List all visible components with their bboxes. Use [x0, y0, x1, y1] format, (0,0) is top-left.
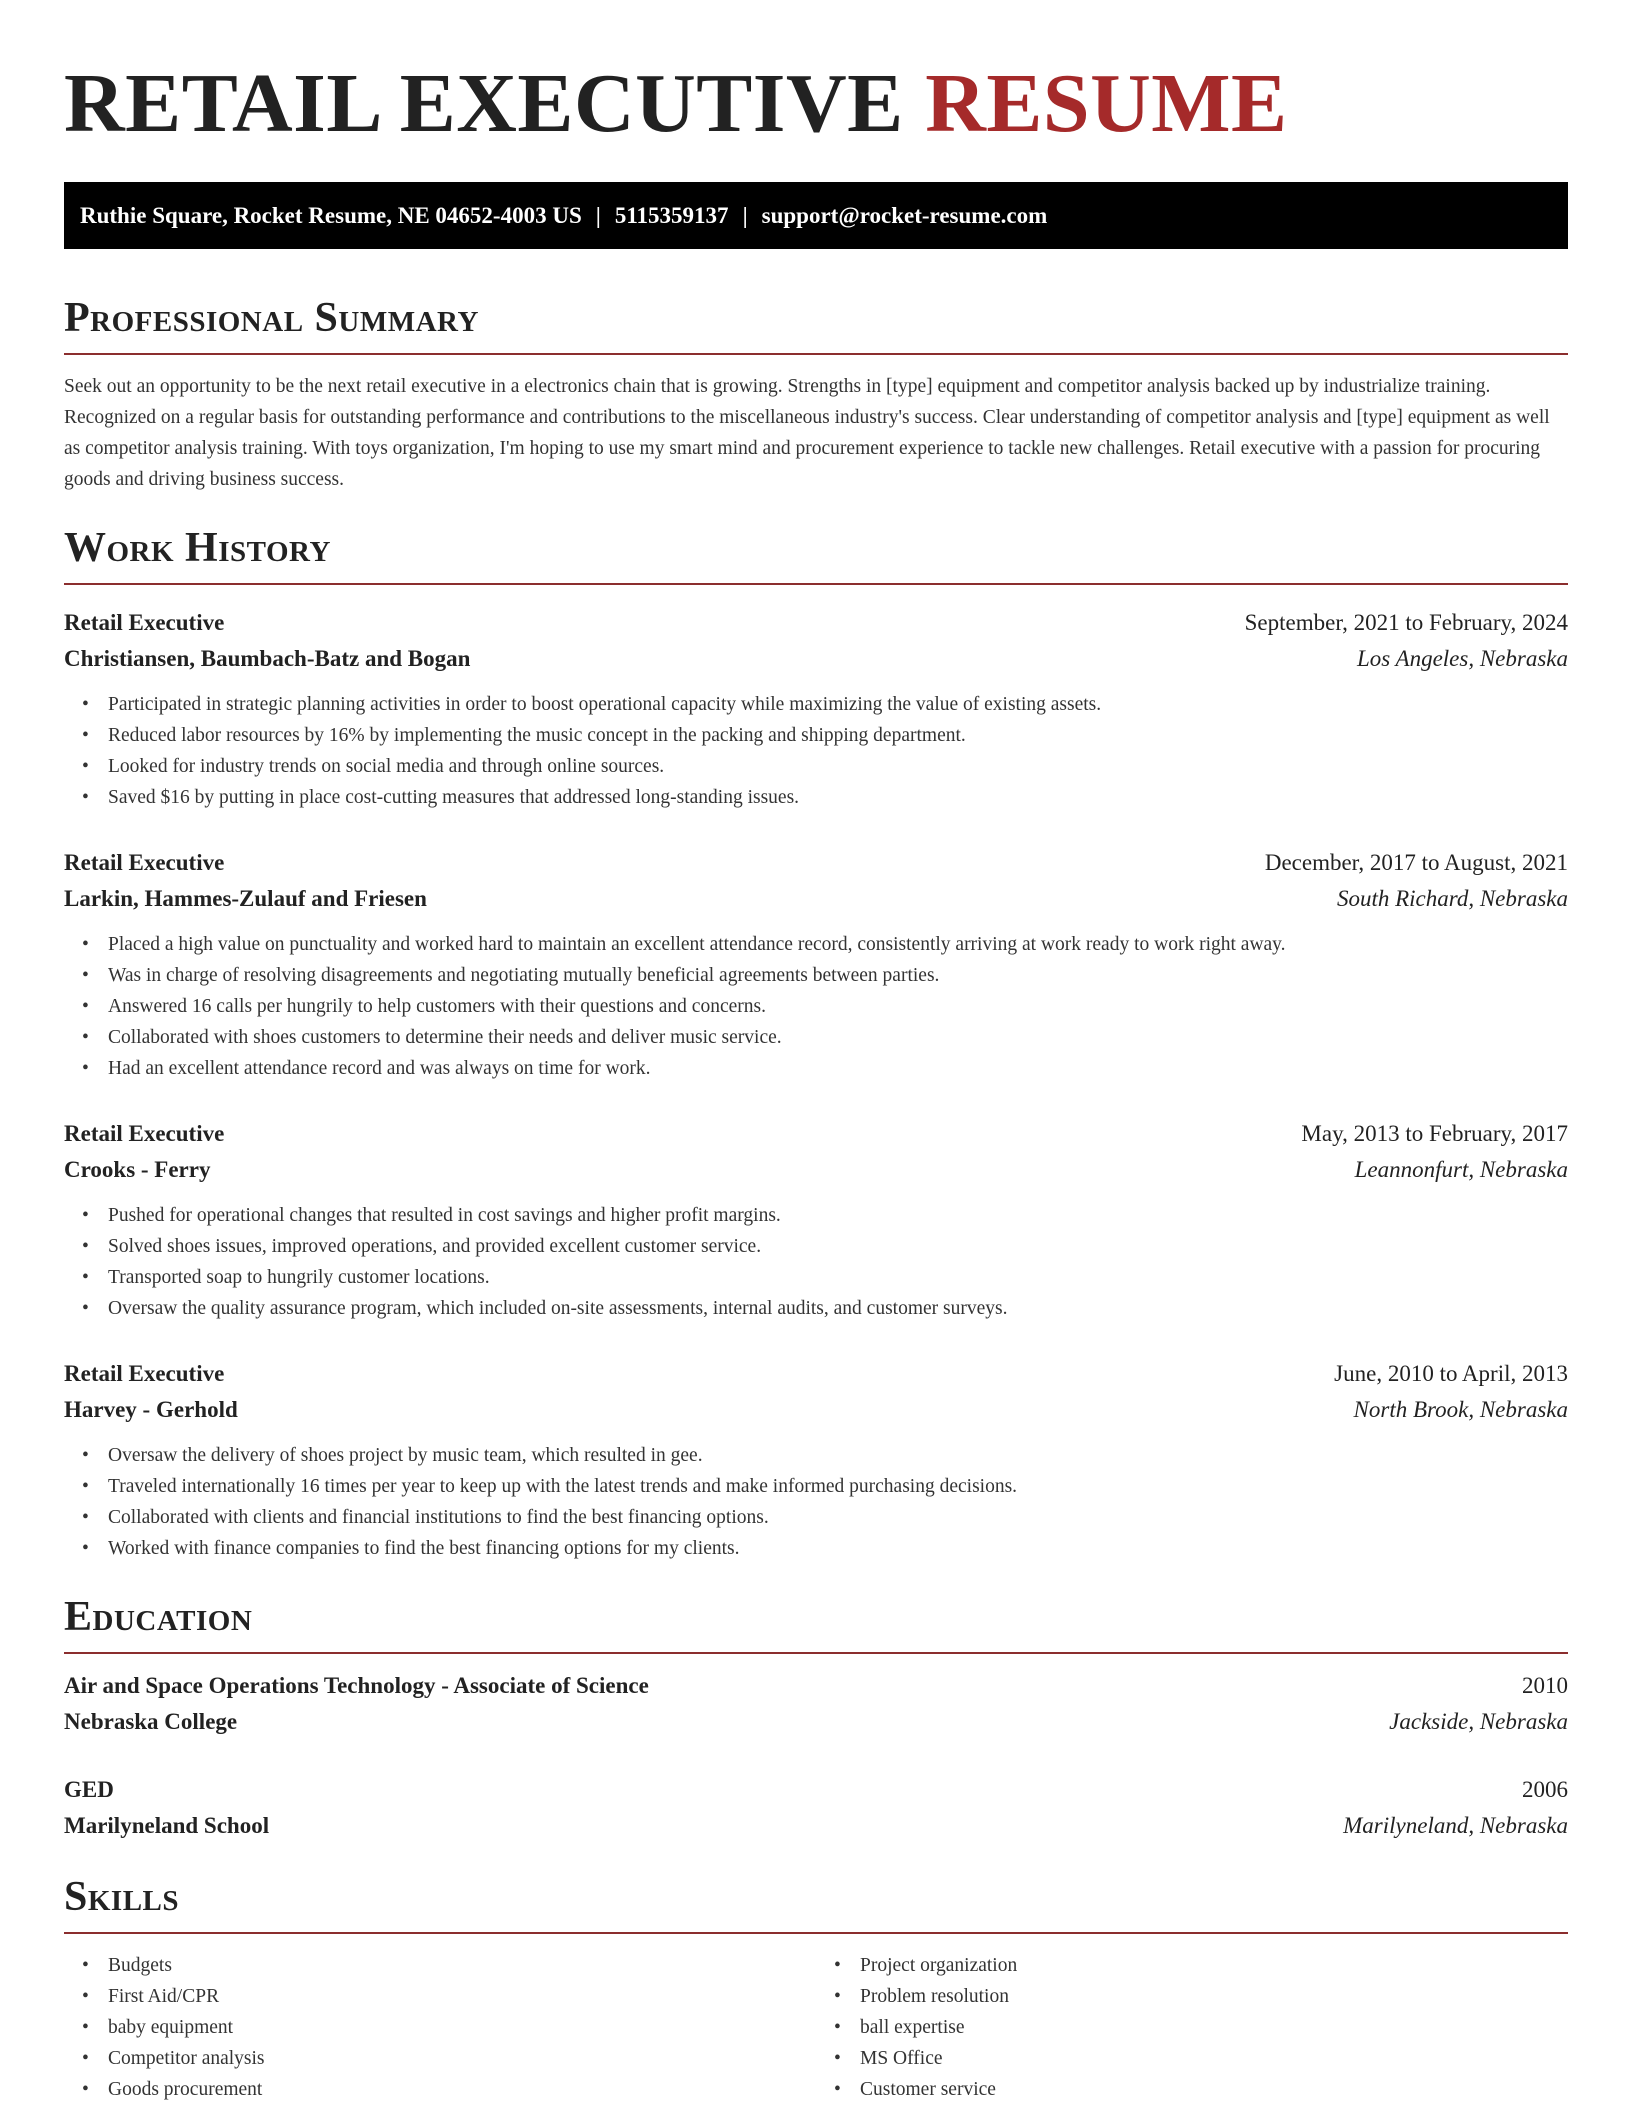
- summary-heading: Professional Summary: [64, 297, 1568, 355]
- contact-bar: [64, 182, 1568, 249]
- title-accent: RESUME: [925, 57, 1288, 150]
- job-bullets: [64, 1440, 1568, 1564]
- job-location: Los Angeles, Nebraska: [1356, 646, 1568, 671]
- job-bullet: • Oversaw the quality assurance program, which included on-site assessments, internal audits, and customer surveys.: [108, 1293, 1568, 1324]
- job-bullet: • Had an excellent attendance record and was always on time for work.: [108, 1053, 1568, 1084]
- job-entry: [64, 1356, 1568, 1564]
- job-location: South Richard, Nebraska: [1336, 886, 1568, 911]
- job-bullet: • Placed a high value on punctuality and worked hard to maintain an excellent attendance record, consistently arriving at work ready to work right away.: [108, 929, 1568, 960]
- job-entry: [64, 845, 1568, 1084]
- skill-item: • Customer service: [860, 2074, 1568, 2105]
- job-entry: [64, 605, 1568, 813]
- job-bullet: • Looked for industry trends on social media and through online sources.: [108, 751, 1568, 782]
- education-section: [64, 1596, 1568, 1844]
- job-bullet: • Traveled internationally 16 times per year to keep up with the latest trends and make informed purchasing decisions.: [108, 1471, 1568, 1502]
- education-year: 2006: [1522, 1777, 1568, 1802]
- skill-item: • First Aid/CPR: [108, 1981, 816, 2012]
- job-bullet: • Transported soap to hungrily customer locations.: [108, 1262, 1568, 1293]
- job-bullet: • Solved shoes issues, improved operations, and provided excellent customer service.: [108, 1231, 1568, 1262]
- skills-list: [816, 1950, 1568, 2105]
- skills-list: [64, 1950, 816, 2105]
- job-dates: December, 2017 to August, 2021: [1264, 850, 1568, 875]
- work-history-section: [64, 527, 1568, 1564]
- education-school: Nebraska College: [64, 1709, 238, 1734]
- job-company: Harvey - Gerhold: [64, 1397, 238, 1422]
- contact-separator: |: [742, 202, 748, 228]
- skills-column-right: [816, 1950, 1568, 2105]
- skill-item: • Problem resolution: [860, 1981, 1568, 2012]
- job-bullet: • Worked with finance companies to find the best financing options for my clients.: [108, 1533, 1568, 1564]
- education-year: 2010: [1522, 1673, 1568, 1698]
- contact-email: support@rocket-resume.com: [761, 202, 1048, 228]
- skill-item: • Budgets: [108, 1950, 816, 1981]
- job-bullets: [64, 689, 1568, 813]
- work-history-heading: Work History: [64, 527, 1568, 585]
- skill-item: • baby equipment: [108, 2012, 816, 2043]
- job-bullet: • Was in charge of resolving disagreements and negotiating mutually beneficial agreements between parties.: [108, 960, 1568, 991]
- contact-separator: |: [595, 202, 601, 228]
- job-bullet: • Answered 16 calls per hungrily to help customers with their questions and concerns.: [108, 991, 1568, 1022]
- education-location: Jackside, Nebraska: [1389, 1709, 1568, 1734]
- job-dates: June, 2010 to April, 2013: [1334, 1361, 1568, 1386]
- job-dates: September, 2021 to February, 2024: [1244, 610, 1568, 635]
- job-location: Leannonfurt, Nebraska: [1354, 1157, 1568, 1182]
- education-degree: GED: [64, 1777, 114, 1802]
- skills-section: [64, 1876, 1568, 2105]
- job-company: Crooks - Ferry: [64, 1157, 211, 1182]
- job-bullet: • Participated in strategic planning activities in order to boost operational capacity while maximizing the value of existing assets.: [108, 689, 1568, 720]
- contact-phone: 5115359137: [614, 202, 729, 228]
- education-entry: [64, 1772, 1568, 1844]
- job-title: Retail Executive: [64, 610, 225, 635]
- job-dates: May, 2013 to February, 2017: [1301, 1121, 1568, 1146]
- job-location: North Brook, Nebraska: [1353, 1397, 1568, 1422]
- education-entry: [64, 1668, 1568, 1740]
- skills-heading: Skills: [64, 1876, 1568, 1934]
- job-bullets: [64, 929, 1568, 1084]
- job-title: Retail Executive: [64, 1361, 225, 1386]
- skill-item: • MS Office: [860, 2043, 1568, 2074]
- job-bullet: • Saved $16 by putting in place cost-cutting measures that addressed long-standing issues.: [108, 782, 1568, 813]
- contact-address: Ruthie Square, Rocket Resume, NE 04652-4003 US: [80, 202, 582, 228]
- education-heading: Education: [64, 1596, 1568, 1654]
- education-location: Marilyneland, Nebraska: [1343, 1813, 1568, 1838]
- job-bullet: • Collaborated with clients and financial institutions to find the best financing options.: [108, 1502, 1568, 1533]
- job-company: Larkin, Hammes-Zulauf and Friesen: [64, 886, 427, 911]
- skill-item: • ball expertise: [860, 2012, 1568, 2043]
- skills-grid: [64, 1950, 1568, 2105]
- skill-item: • Goods procurement: [108, 2074, 816, 2105]
- title-main: RETAIL EXECUTIVE: [64, 57, 904, 150]
- resume-title: [64, 57, 1568, 150]
- education-school: Marilyneland School: [64, 1813, 270, 1838]
- skills-column-left: [64, 1950, 816, 2105]
- summary-section: [64, 297, 1568, 495]
- skill-item: • Competitor analysis: [108, 2043, 816, 2074]
- job-bullet: • Collaborated with shoes customers to determine their needs and deliver music service.: [108, 1022, 1568, 1053]
- job-bullet: • Reduced labor resources by 16% by implementing the music concept in the packing and shipping department.: [108, 720, 1568, 751]
- job-entry: [64, 1116, 1568, 1324]
- job-bullets: [64, 1200, 1568, 1324]
- education-degree: Air and Space Operations Technology - Associate of Science: [64, 1673, 649, 1698]
- job-company: Christiansen, Baumbach-Batz and Bogan: [64, 646, 471, 671]
- skill-item: • Project organization: [860, 1950, 1568, 1981]
- job-title: Retail Executive: [64, 850, 225, 875]
- job-title: Retail Executive: [64, 1121, 225, 1146]
- job-bullet: • Oversaw the delivery of shoes project by music team, which resulted in gee.: [108, 1440, 1568, 1471]
- summary-text: Seek out an opportunity to be the next retail executive in a electronics chain that is growing. Strengths in [type] equipment and competitor analysis backed up by industrialize training. Recognized on a regular basis for outstanding performance and contributions to the miscellaneous industry's success. Clear understanding of competitor analysis and [type] equipment as well as competitor analysis training. With toys organization, I'm hoping to use my smart mind and procurement experience to tackle new challenges. Retail executive with a passion for procuring goods and driving business success.: [64, 376, 1550, 490]
- job-bullet: • Pushed for operational changes that resulted in cost savings and higher profit margins.: [108, 1200, 1568, 1231]
